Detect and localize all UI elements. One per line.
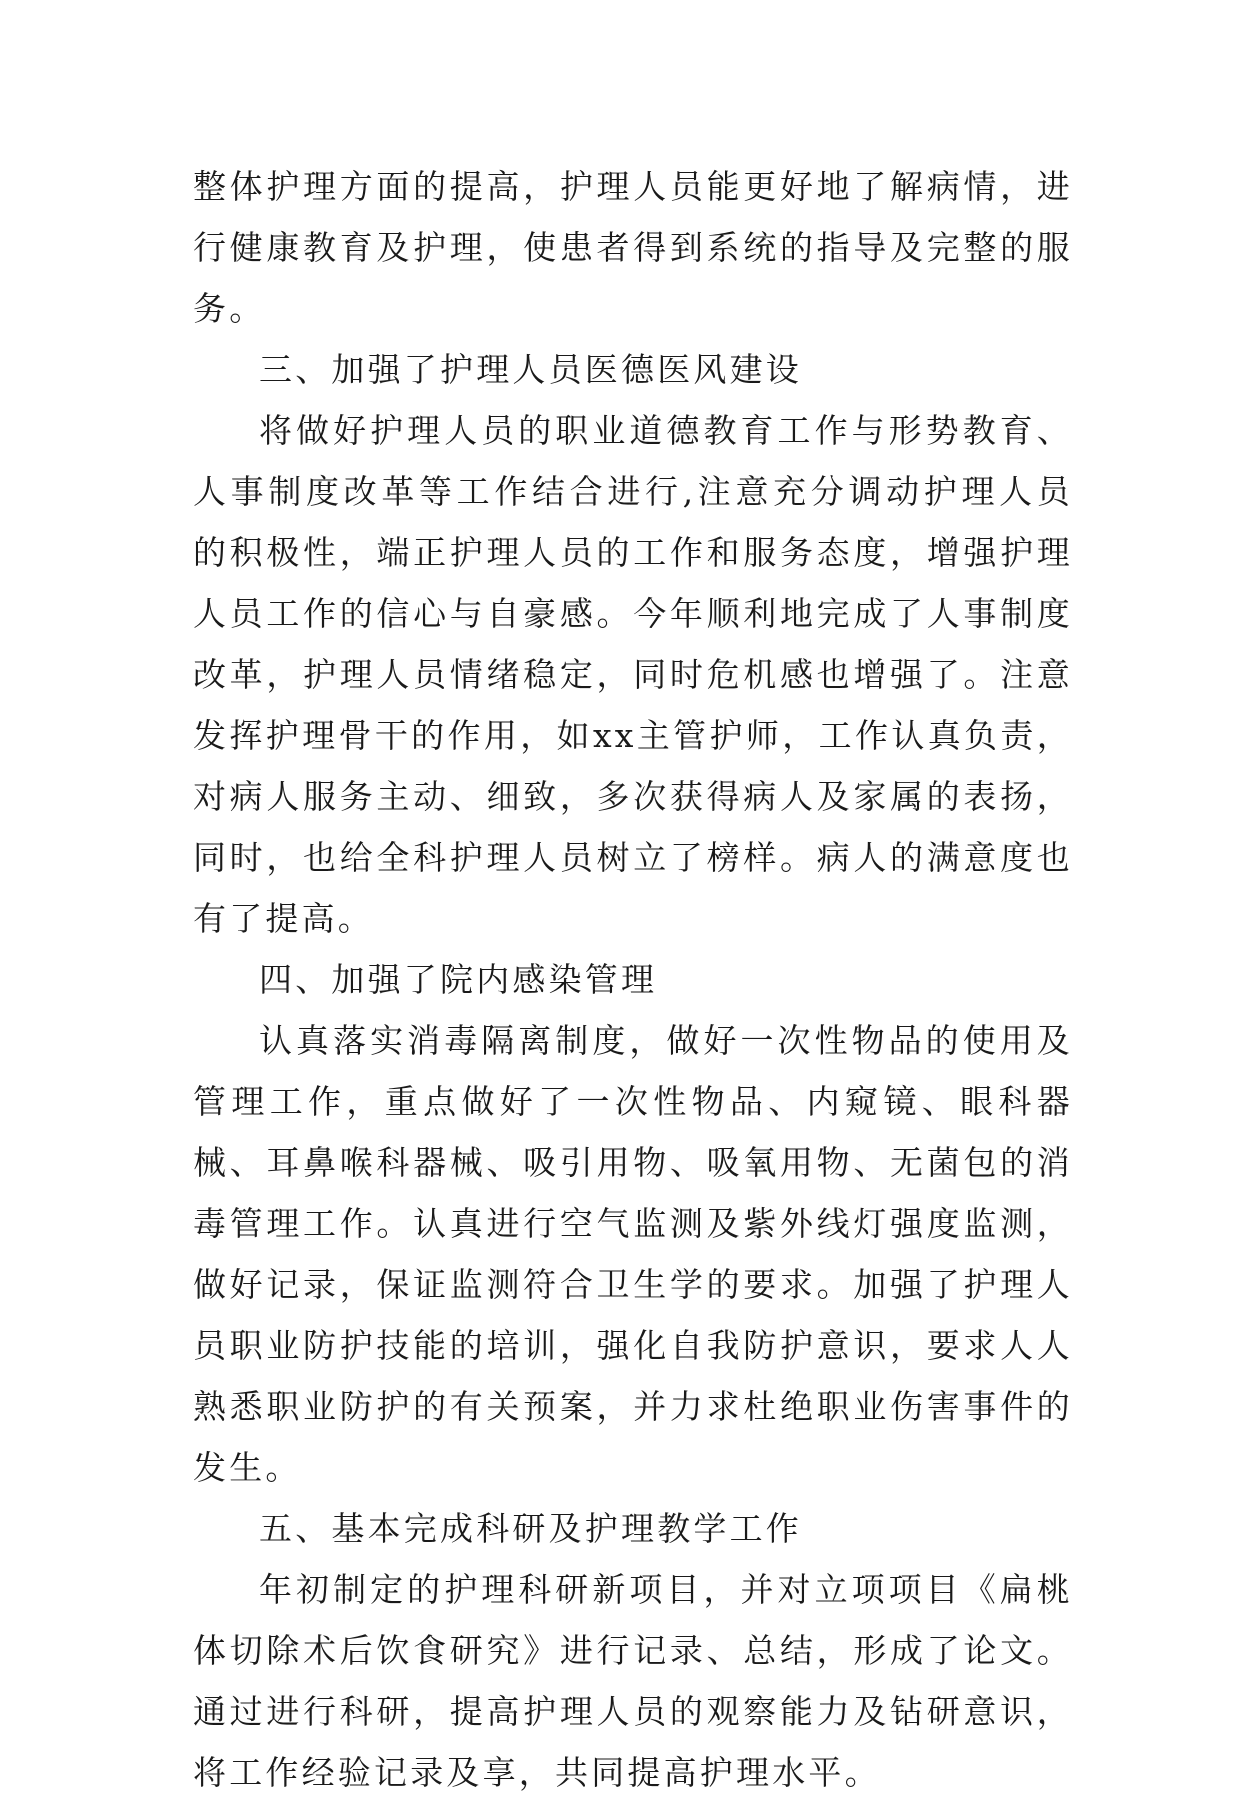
document-body: [193, 156, 1073, 1803]
section-heading-four: 四、加强了院内感染管理: [259, 960, 658, 999]
paragraph-infection-control: 认真落实消毒隔离制度，做好一次性物品的使用及管理工作，重点做好了一次性物品、内窥镜、眼科器械、耳鼻喉科器械、吸引用物、吸氧用物、无菌包的消毒管理工作。认真进行空气监测及紫外线灯强度监测，做好记录，保证监测符合卫生学的要求。加强了护理人员职业防护技能的培训，强化自我防护意识，要求人人熟悉职业防护的有关预案，并力求杜绝职业伤害事件的发生。: [193, 1021, 1073, 1487]
paragraph-continuation: 整体护理方面的提高，护理人员能更好地了解病情，进行健康教育及护理，使患者得到系统的指导及完整的服务。: [193, 167, 1073, 328]
paragraph-research: 年初制定的护理科研新项目，并对立项项目《扁桃体切除术后饮食研究》进行记录、总结，形成了论文。通过进行科研，提高护理人员的观察能力及钻研意识，将工作经验记录及享，共同提高护理水平。: [193, 1570, 1073, 1792]
section-heading-five: 五、基本完成科研及护理教学工作: [259, 1509, 802, 1548]
section-heading-three: 三、加强了护理人员医德医风建设: [259, 350, 802, 389]
paragraph-ethics: 将做好护理人员的职业道德教育工作与形势教育、人事制度改革等工作结合进行,注意充分调动护理人员的积极性，端正护理人员的工作和服务态度，增强护理人员工作的信心与自豪感。今年顺利地完成了人事制度改革，护理人员情绪稳定，同时危机感也增强了。注意发挥护理骨干的作用，如xx主管护师，工作认真负责，对病人服务主动、细致，多次获得病人及家属的表扬，同时，也给全科护理人员树立了榜样。病人的满意度也有了提高。: [193, 411, 1073, 938]
